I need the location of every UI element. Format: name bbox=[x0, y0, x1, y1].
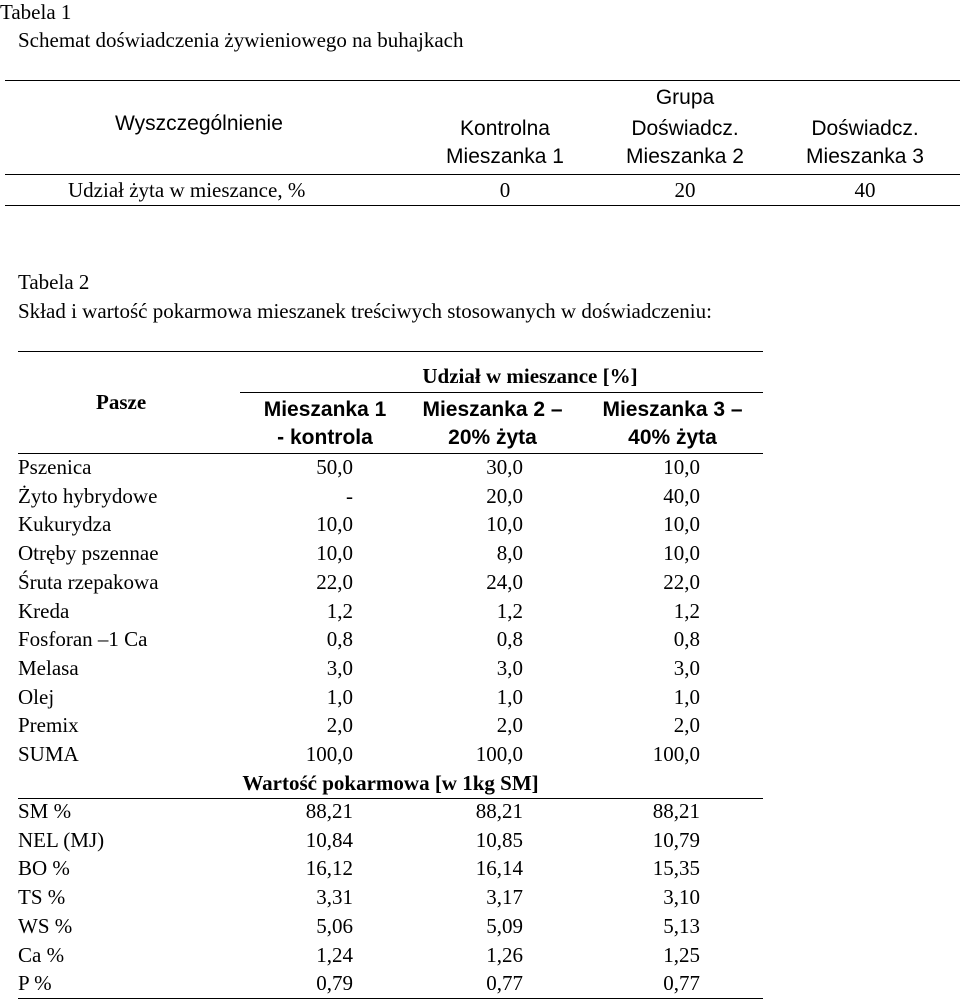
table2-col-1-line2: - kontrola bbox=[277, 426, 373, 449]
row-value-1: 5,06 bbox=[316, 913, 353, 938]
row-label: TS % bbox=[18, 885, 66, 910]
row-value-2: 0,8 bbox=[496, 627, 523, 652]
table1-group-3-line1: Doświadcz. bbox=[811, 117, 919, 140]
row-value-3: 0,77 bbox=[663, 971, 700, 996]
row-value-1: 1,24 bbox=[316, 942, 353, 967]
row-label: Melasa bbox=[18, 655, 79, 680]
row-label: Kreda bbox=[18, 598, 70, 623]
table1-bottom-rule bbox=[5, 205, 960, 206]
row-value-2: 2,0 bbox=[496, 713, 523, 738]
row-label: P % bbox=[18, 971, 52, 996]
row-value-1: 0,8 bbox=[326, 627, 353, 652]
row-label: Śruta rzepakowa bbox=[18, 569, 159, 594]
row-value-3: 10,0 bbox=[663, 512, 700, 537]
row-value-1: 3,31 bbox=[316, 885, 353, 910]
table2-col-1-line1: Mieszanka 1 bbox=[263, 398, 387, 421]
row-value-1: 3,0 bbox=[326, 655, 353, 680]
row-value-3: 10,0 bbox=[663, 455, 700, 479]
table2-col-3-line2: 40% żyta bbox=[628, 426, 717, 449]
row-value-3: 10,79 bbox=[652, 827, 700, 852]
row-value-2: 100,0 bbox=[475, 742, 523, 766]
row-value-3: 1,2 bbox=[673, 598, 700, 623]
row-value-2: 1,0 bbox=[496, 684, 523, 709]
row-value-2: 1,2 bbox=[496, 598, 523, 623]
row-value-3: 100,0 bbox=[652, 742, 700, 766]
table1-group-2-line1: Doświadcz. bbox=[631, 117, 739, 140]
row-value-2: 0,77 bbox=[486, 971, 523, 996]
row-value-2: 8,0 bbox=[496, 541, 523, 566]
table1-top-rule bbox=[5, 80, 960, 81]
table2-header-rule bbox=[18, 453, 763, 454]
row-value-3: 0,8 bbox=[673, 627, 700, 652]
table1-group-label: Grupa bbox=[655, 86, 715, 109]
table1-group-2-line2: Mieszanka 2 bbox=[626, 145, 744, 168]
row-value-1: 0,79 bbox=[316, 971, 353, 996]
row-value-2: 20,0 bbox=[486, 483, 523, 508]
row-value-2: 24,0 bbox=[486, 569, 523, 594]
row-value-1: 88,21 bbox=[305, 799, 353, 823]
row-value-3: 2,0 bbox=[673, 713, 700, 738]
row-value-2: 88,21 bbox=[475, 799, 523, 823]
row-value-1: 1,2 bbox=[326, 598, 353, 623]
row-label: Kukurydza bbox=[18, 512, 112, 537]
row-label: WS % bbox=[18, 913, 73, 938]
row-value-3: 88,21 bbox=[652, 799, 700, 823]
row-value-3: 22,0 bbox=[663, 569, 700, 594]
row-label: Pszenica bbox=[18, 455, 92, 479]
row-value-3: 1,25 bbox=[663, 942, 700, 967]
table2-header-left: Pasze bbox=[96, 390, 147, 414]
row-label: BO % bbox=[18, 856, 70, 881]
table1-row-value-2: 20 bbox=[674, 178, 696, 202]
row-label: SM % bbox=[18, 799, 72, 823]
row-value-3: 5,13 bbox=[663, 913, 700, 938]
row-value-3: 3,10 bbox=[663, 885, 700, 910]
row-value-1: 10,0 bbox=[316, 541, 353, 566]
row-label: SUMA bbox=[18, 742, 79, 766]
row-value-2: 1,26 bbox=[486, 942, 523, 967]
row-value-1: - bbox=[346, 483, 353, 508]
row-value-1: 2,0 bbox=[326, 713, 353, 738]
row-value-2: 3,0 bbox=[496, 655, 523, 680]
table2-top-rule bbox=[18, 351, 763, 352]
row-label: Otręby pszennae bbox=[18, 541, 159, 566]
row-value-2: 16,14 bbox=[475, 856, 523, 881]
row-label: Premix bbox=[18, 713, 79, 738]
row-value-1: 22,0 bbox=[316, 569, 353, 594]
table1-mid-rule bbox=[5, 174, 960, 175]
row-value-1: 1,0 bbox=[326, 684, 353, 709]
table2-section2-header: Wartość pokarmowa [w 1kg SM] bbox=[242, 771, 539, 795]
row-value-2: 10,85 bbox=[475, 827, 523, 852]
table2-label: Tabela 2 bbox=[18, 270, 90, 294]
row-label: Olej bbox=[18, 684, 55, 709]
row-value-1: 16,12 bbox=[305, 856, 353, 881]
row-label: Ca % bbox=[18, 942, 65, 967]
row-value-2: 5,09 bbox=[486, 913, 523, 938]
row-label: Fosforan –1 Ca bbox=[18, 627, 148, 652]
row-value-1: 100,0 bbox=[305, 742, 353, 766]
table1-row-value-1: 0 bbox=[499, 178, 511, 202]
table2-col-3-line1: Mieszanka 3 – bbox=[602, 398, 743, 421]
row-value-2: 10,0 bbox=[486, 512, 523, 537]
row-value-2: 3,17 bbox=[486, 885, 523, 910]
row-value-1: 10,84 bbox=[305, 827, 353, 852]
table1-header-left: Wyszczególnienie bbox=[115, 112, 283, 135]
row-value-3: 10,0 bbox=[663, 541, 700, 566]
row-label: NEL (MJ) bbox=[18, 827, 105, 852]
row-value-2: 30,0 bbox=[486, 455, 523, 479]
table1-row-label: Udział żyta w mieszance, % bbox=[68, 178, 306, 202]
table2-col-2-line1: Mieszanka 2 – bbox=[422, 398, 563, 421]
table2-header-span: Udział w mieszance [%] bbox=[422, 364, 638, 388]
table2-bottom-rule bbox=[18, 998, 763, 999]
table2-span-rule bbox=[240, 392, 763, 393]
table2-col-2-line2: 20% żyta bbox=[448, 426, 537, 449]
row-value-3: 3,0 bbox=[673, 655, 700, 680]
row-value-1: 10,0 bbox=[316, 512, 353, 537]
table1-label: Tabela 1 bbox=[0, 0, 72, 24]
row-value-1: 50,0 bbox=[316, 455, 353, 479]
table1-group-3-line2: Mieszanka 3 bbox=[806, 145, 924, 168]
table1-group-1-line1: Kontrolna bbox=[460, 117, 550, 140]
row-value-3: 1,0 bbox=[673, 684, 700, 709]
row-label: Żyto hybrydowe bbox=[18, 483, 158, 508]
table2-caption: Skład i wartość pokarmowa mieszanek treściwych stosowanych w doświadczeniu: bbox=[18, 299, 712, 323]
table1-group-1-line2: Mieszanka 1 bbox=[446, 145, 564, 168]
row-value-3: 40,0 bbox=[663, 483, 700, 508]
row-value-3: 15,35 bbox=[652, 856, 700, 881]
table1-caption: Schemat doświadczenia żywieniowego na buhajkach bbox=[18, 28, 464, 52]
table1-row-value-3: 40 bbox=[854, 178, 876, 202]
